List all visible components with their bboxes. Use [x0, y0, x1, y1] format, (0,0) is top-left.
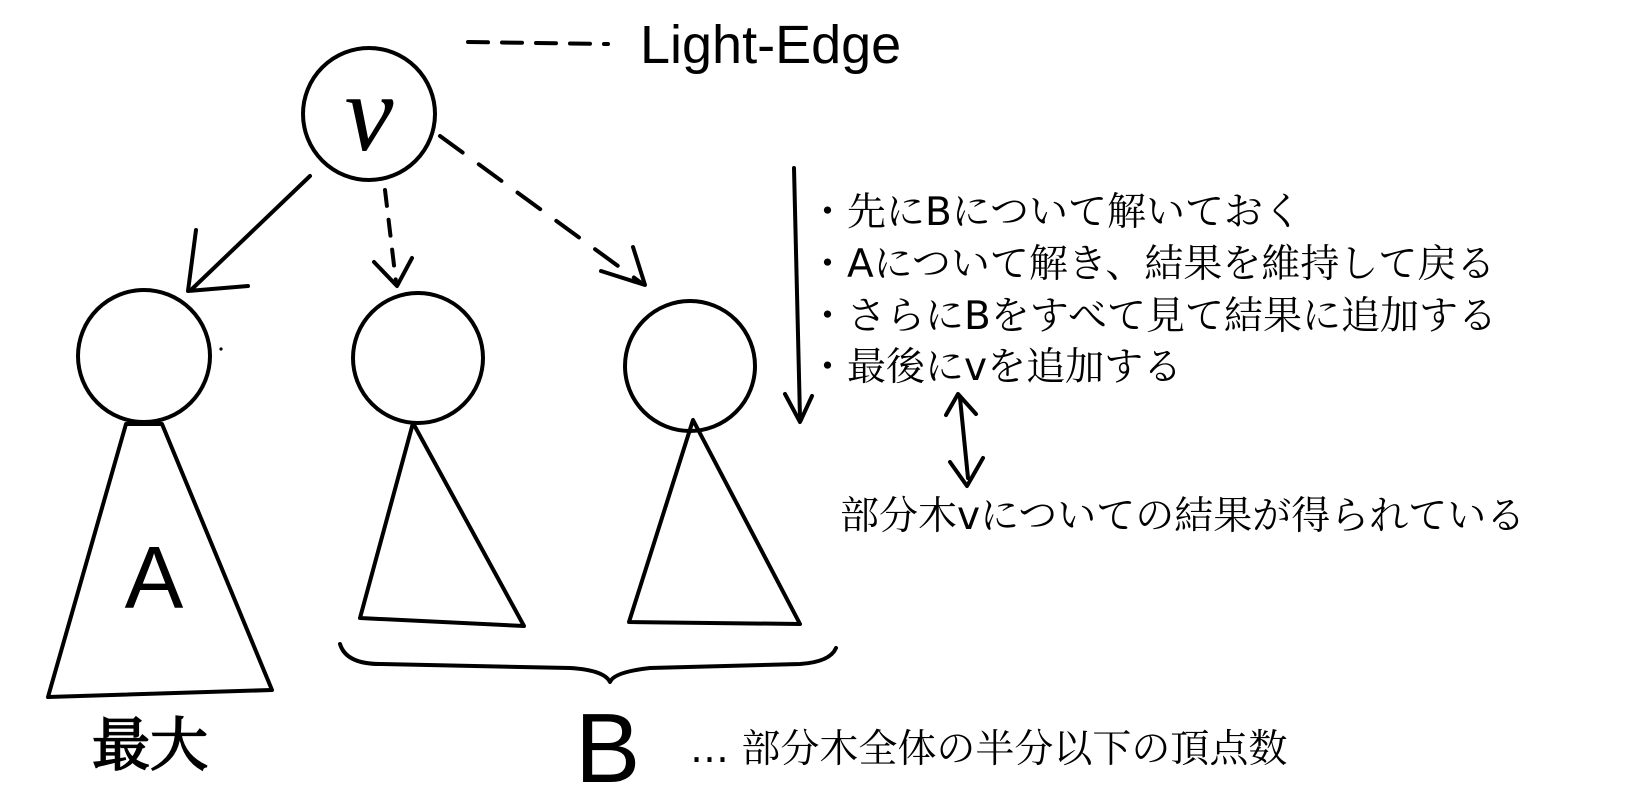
- heavy-edge: [188, 176, 310, 291]
- group-b-note: … 部分木全体の半分以下の頂点数: [690, 727, 1288, 772]
- legend-label: Light-Edge: [640, 15, 902, 75]
- heavy-child-node: [78, 290, 210, 422]
- light-edge-middle: [374, 190, 412, 286]
- legend-dashed-line: [468, 42, 608, 44]
- result-label: 部分木vについての結果が得られている: [840, 494, 1526, 539]
- equivalence-arrow: [946, 394, 983, 486]
- stray-dot: [219, 347, 222, 350]
- light-child-node-right: [625, 301, 755, 431]
- light-child-node-middle: [353, 293, 483, 423]
- light-edge-right: [440, 136, 645, 285]
- step-4: ・最後にvを追加する: [808, 345, 1183, 390]
- step-1: ・先にBについて解いておく: [808, 190, 1302, 235]
- root-node-label: v: [344, 52, 394, 174]
- subtree-a-label: A: [124, 528, 184, 627]
- group-b-brace: [340, 644, 836, 682]
- step-2: ・Aについて解き、結果を維持して戻る: [808, 242, 1496, 287]
- light-subtree-right-triangle: [629, 420, 800, 624]
- group-b-label: B: [575, 693, 641, 797]
- step-3: ・さらにBをすべて見て結果に追加する: [808, 294, 1497, 339]
- light-subtree-middle-triangle: [360, 423, 524, 626]
- largest-label: 最大: [92, 711, 209, 779]
